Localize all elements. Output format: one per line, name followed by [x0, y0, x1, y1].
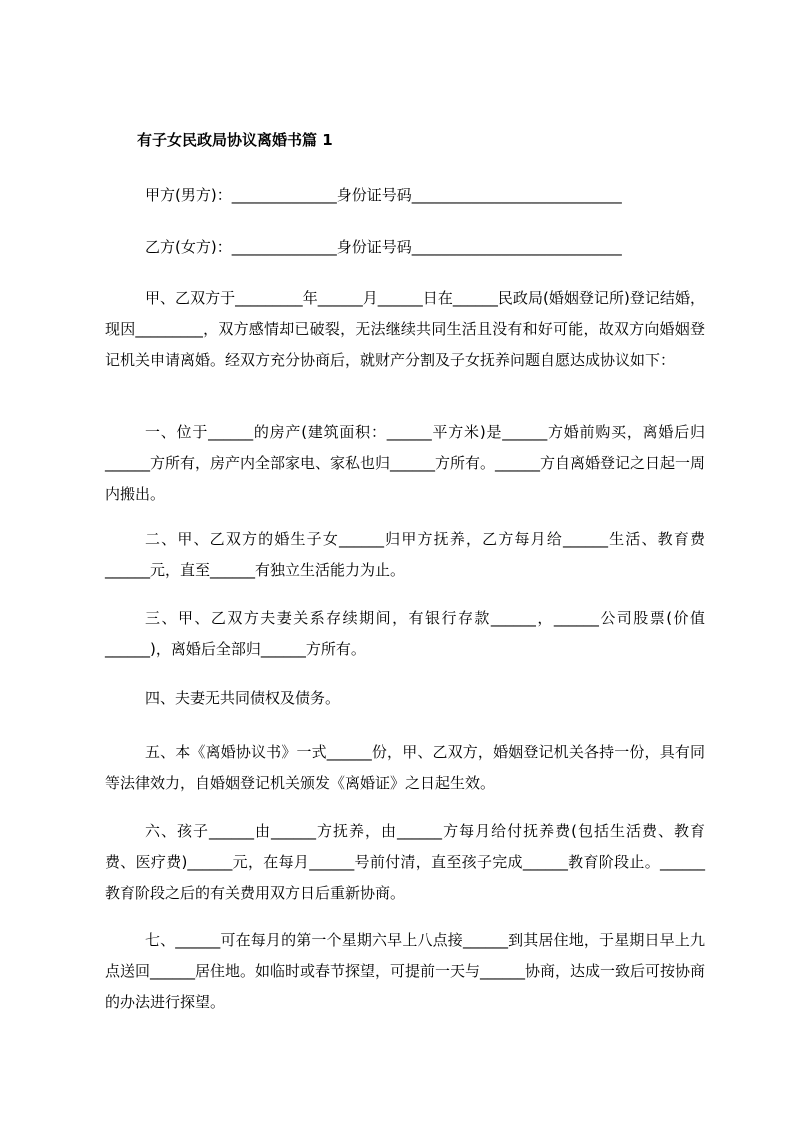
paragraph-clause-6: 六、孩子______由______方抚养，由______方每月给付抚养费(包括生活费、教育费、医疗费)______元，在每月______号前付清，直至孩子完成______教育阶段止。______教育阶段之后的有关费用双方日后重新协商。 [105, 822, 705, 902]
paragraph-clause-1: 一、位于______的房产(建筑面积：______平方米)是______方婚前购买，离婚后归______方所有，房产内全部家电、家私也归______方所有。______方自离婚登记之日起一周内搬出。 [105, 423, 706, 503]
paragraph-clause-7: 七、______可在每月的第一个星期六早上八点接______到其居住地，于星期日早上九点送回______居住地。如临时或春节探望，可提前一天与______协商，达成一致后可按协商的办法进行探望。 [105, 931, 706, 1011]
paragraph-clause-4: 四、夫妻无共同债权及债务。 [145, 689, 341, 707]
document-title: 有子女民政局协议离婚书篇 1 [137, 131, 333, 149]
party-b-line: 乙方(女方)：______________身份证号码____________________________ [145, 238, 622, 256]
paragraph-clause-3: 三、甲、乙双方夫妻关系存续期间，有银行存款______，______公司股票(价值______)，离婚后全部归______方所有。 [105, 609, 705, 658]
party-a-line: 甲方(男方)：______________身份证号码____________________________ [145, 186, 622, 204]
paragraph-clause-5: 五、本《离婚协议书》一式______份，甲、乙双方，婚姻登记机关各持一份，具有同等法律效力，自婚姻登记机关颁发《离婚证》之日起生效。 [105, 743, 705, 792]
paragraph-intro: 甲、乙双方于_________年______月______日在______民政局(婚姻登记所)登记结婚，现因_________，双方感情却已破裂，无法继续共同生活且没有和好可能，故双方向婚姻登记机关申请离婚。经双方充分协商后，就财产分割及子女抚养问题自愿达成协议如下： [105, 289, 705, 369]
paragraph-clause-2: 二、甲、乙双方的婚生子女______归甲方抚养，乙方每月给______生活、教育费______元，直至______有独立生活能力为止。 [105, 530, 705, 579]
